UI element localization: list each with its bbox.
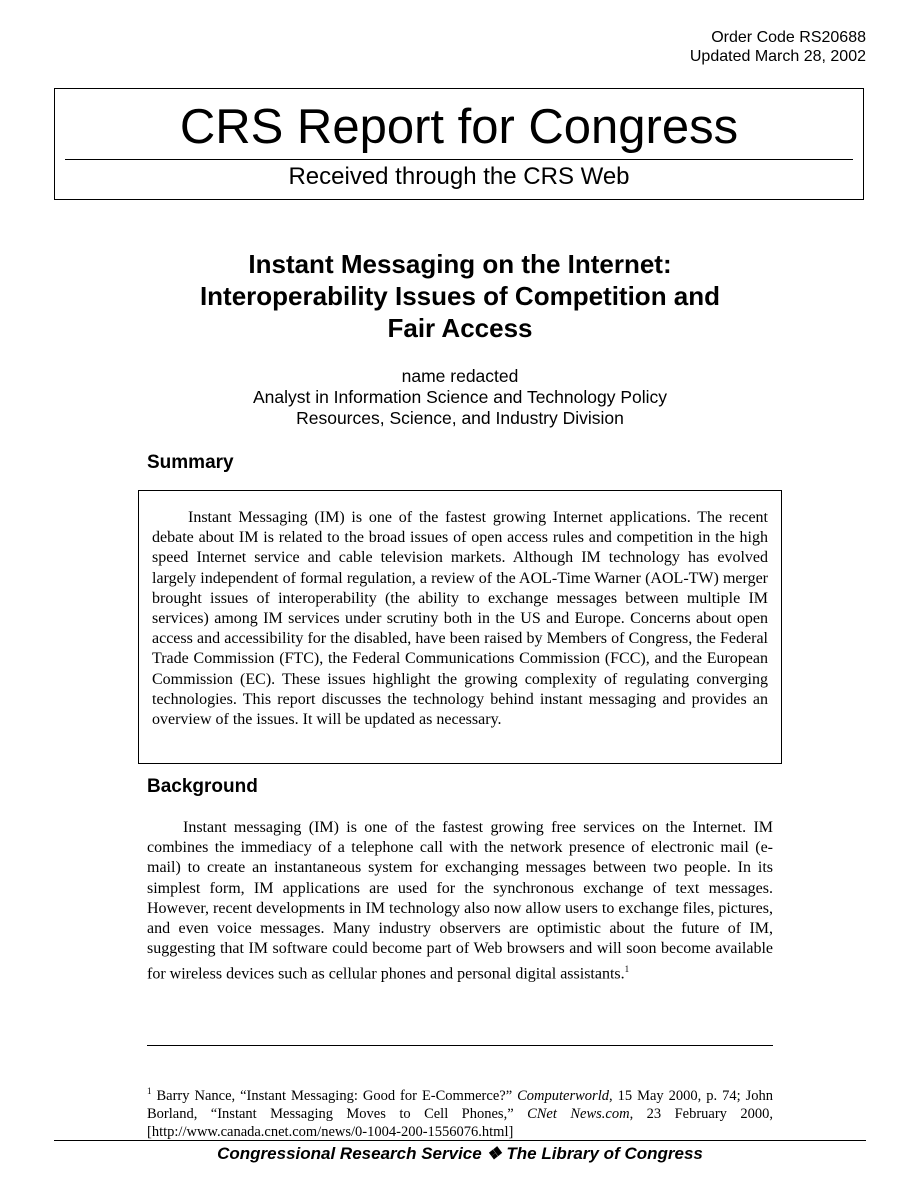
title-line-3: Fair Access xyxy=(387,313,533,343)
summary-box xyxy=(138,490,782,764)
footnote-reference[interactable]: 1 xyxy=(624,964,630,975)
order-code: Order Code RS20688 xyxy=(711,29,866,46)
footnote-source: Computerworld xyxy=(517,1087,609,1104)
title-line-1: Instant Messaging on the Internet: xyxy=(248,249,672,279)
report-title xyxy=(130,248,790,344)
author-title: Analyst in Information Science and Technology Policy xyxy=(252,387,668,407)
title-line-2: Interoperability Issues of Competition and xyxy=(199,281,721,311)
footer: Congressional Research Service ❖ The Library of Congress xyxy=(217,1144,703,1163)
report-banner xyxy=(54,88,864,200)
banner-subtitle: Received through the CRS Web xyxy=(288,163,630,190)
footnote-text: , 15 May 2000, p. 74; John Borland, “Instant Messaging Moves to Cell Phones,” xyxy=(147,1087,774,1122)
summary-text: Instant Messaging (IM) is one of the fastest growing Internet applications. The recent debate about IM is related to the broad issues of open access rules and competition in the high speed Internet service and cable television markets. Although IM technology has evolved largely independent of formal regulation, a review of the AOL-Time Warner (AOL-TW) merger brought issues of interoperability (the ability to exchange messages between multiple IM services) among IM services under scrutiny both in the US and Europe. Concerns about open access and accessibility for the disabled, have been raised by Members of Congress, the Federal Trade Commission (FTC), the Federal Communications Commission (FCC), and the European Commission (EC). These issues highlight the growing complexity of regulating converging technologies. This report discusses the technology behind instant messaging and provides an overview of the issues. It will be updated as necessary. xyxy=(152,509,768,729)
author-name: name redacted xyxy=(401,366,519,386)
background-text: Instant messaging (IM) is one of the fastest growing free services on the Internet. IM combines the immediacy of a telephone call with the network presence of electronic mail (e-mail) to create an instantaneous system for exchanging messages between two people. In its simplest form, IM applications are used for the synchronous exchange of text messages. However, recent developments in IM technology also now allow users to exchange files, pictures, and even voice messages. Many industry observers are optimistic about the future of IM, suggesting that IM software could become part of Web browsers and will soon become available for wireless devices such as cellular phones and personal digital assistants. xyxy=(147,819,773,983)
banner-rule xyxy=(65,159,853,160)
author-division: Resources, Science, and Industry Division xyxy=(296,408,624,428)
background-heading: Background xyxy=(147,776,258,797)
updated-date: Updated March 28, 2002 xyxy=(689,48,866,65)
banner-title: CRS Report for Congress xyxy=(179,100,739,154)
background-paragraph xyxy=(147,818,773,985)
footnote-rule xyxy=(147,1045,773,1046)
summary-heading: Summary xyxy=(147,452,234,473)
footer-rule xyxy=(54,1140,866,1141)
footnote-text: Barry Nance, “Instant Messaging: Good for E-Commerce?” xyxy=(151,1087,518,1104)
footnote xyxy=(147,1082,773,1142)
footnote-text: , 23 February 2000, [http://www.canada.cnet.com/news/0-1004-200-1556076.html] xyxy=(147,1105,774,1141)
footnote-source: CNet News.com xyxy=(527,1105,630,1122)
order-info xyxy=(690,28,866,66)
author-block xyxy=(130,366,790,429)
footnote-marker: 1 xyxy=(147,1085,152,1096)
